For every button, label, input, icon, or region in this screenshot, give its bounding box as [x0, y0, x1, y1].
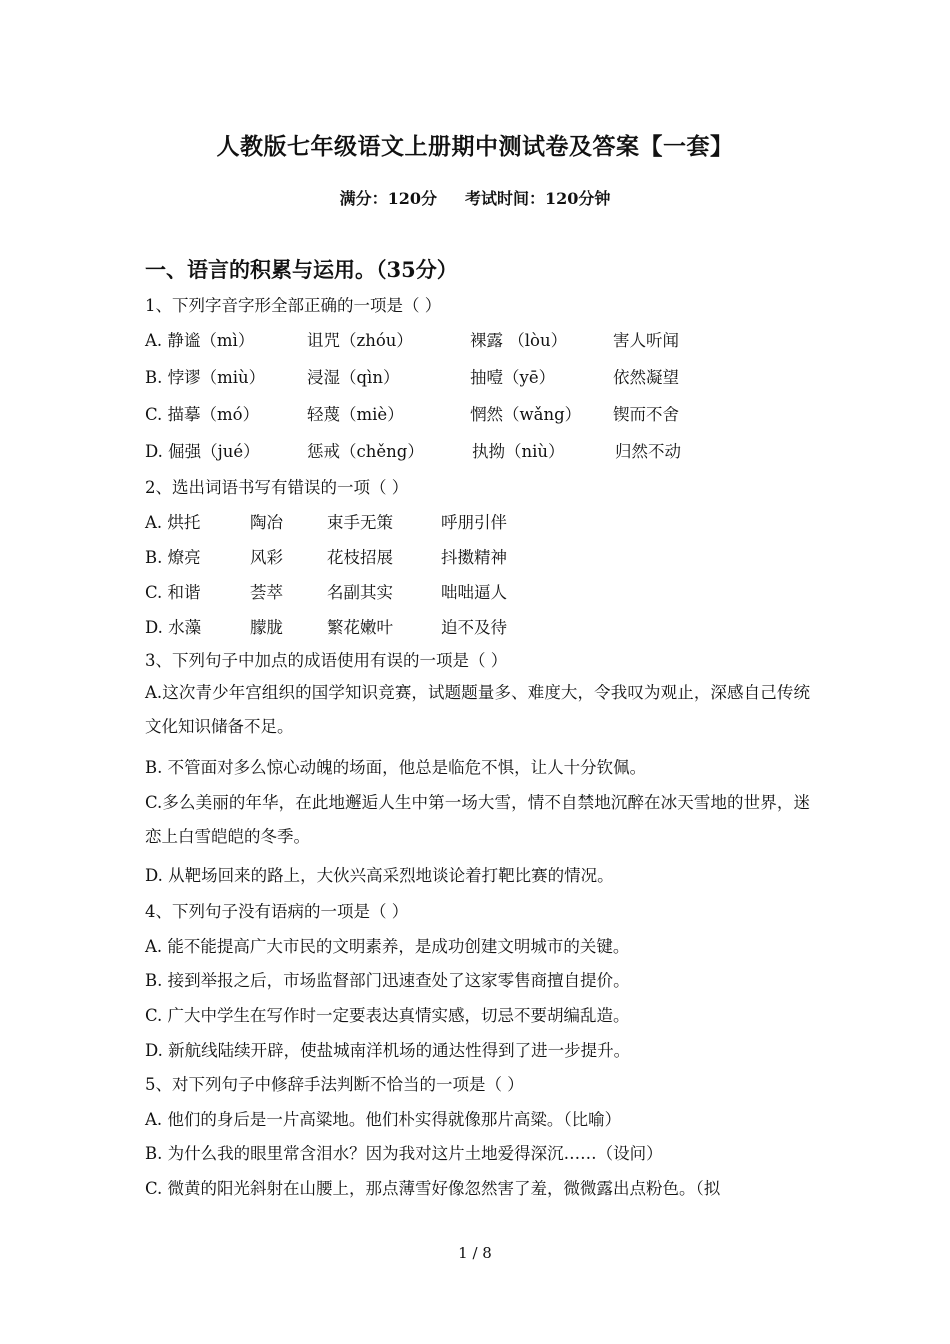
- question-5-stem: 5、对下列句子中修辞手法判断不恰当的一项是（ ）: [145, 1075, 524, 1094]
- q2-option-a-word4: 呼朋引伴: [441, 513, 507, 532]
- q2-option-d-word2: 朦胧: [250, 618, 283, 637]
- q2-option-b-word2: 风彩: [250, 548, 283, 567]
- exam-info: [0, 186, 950, 209]
- q2-option-d-word4: 迫不及待: [441, 618, 507, 637]
- question-1-stem: 1、下列字音字形全部正确的一项是（ ）: [145, 296, 442, 315]
- q1-option-a-word1: A. 静谧（mì）: [145, 331, 255, 350]
- q1-option-b-word2: 浸湿（qìn）: [307, 368, 400, 387]
- q1-option-d-word1: D. 倔强（jué）: [145, 442, 260, 461]
- q3-option-d: D. 从靶场回来的路上，大伙兴高采烈地谈论着打靶比赛的情况。: [145, 866, 614, 885]
- score-info: 满分：120分: [339, 189, 437, 208]
- page-title: 人教版七年级语文上册期中测试卷及答案【一套】: [216, 133, 734, 160]
- q1-option-d-word4: 归然不动: [615, 442, 681, 461]
- question-4-stem: 4、下列句子没有语病的一项是（ ）: [145, 902, 409, 921]
- q1-option-a-word2: 诅咒（zhóu）: [307, 331, 413, 350]
- q1-option-c-word2: 轻蔑（miè）: [307, 405, 404, 424]
- q1-option-d-word2: 惩戒（chěng）: [307, 442, 424, 461]
- q4-option-c: C. 广大中学生在写作时一定要表达真情实感，切忌不要胡编乱造。: [145, 1006, 630, 1025]
- q2-option-a-word3: 束手无策: [327, 513, 393, 532]
- q2-option-d-word3: 繁花嫩叶: [327, 618, 393, 637]
- q1-option-a-word3: 裸露 （lòu）: [470, 331, 568, 350]
- q1-option-c-word1: C. 描摹（mó）: [145, 405, 260, 424]
- q4-option-a: A. 能不能提高广大市民的文明素养，是成功创建文明城市的关键。: [145, 937, 630, 956]
- q5-option-c: C. 微黄的阳光斜射在山腰上，那点薄雪好像忽然害了羞，微微露出点粉色。（拟: [145, 1179, 721, 1198]
- q5-option-a: A. 他们的身后是一片高粱地。他们朴实得就像那片高粱。（比喻）: [145, 1110, 622, 1129]
- q2-option-c-word3: 名副其实: [327, 583, 393, 602]
- q2-option-a-word2: 陶冶: [250, 513, 283, 532]
- q2-option-c-word2: 荟萃: [250, 583, 283, 602]
- q3-option-c: C.多么美丽的年华，在此地邂逅人生中第一场大雪，情不自禁地沉醉在冰天雪地的世界，迷恋上白雪皑皑的冬季。: [145, 793, 810, 846]
- question-3-stem: 3、下列句子中加点的成语使用有误的一项是（ ）: [145, 651, 508, 670]
- q1-option-b-word4: 依然凝望: [613, 368, 679, 387]
- question-2-stem: 2、选出词语书写有错误的一项（ ）: [145, 478, 409, 497]
- q2-option-b-word4: 抖擞精神: [441, 548, 507, 567]
- q1-option-b-word1: B. 悖谬（miù）: [145, 368, 266, 387]
- q5-option-b: B. 为什么我的眼里常含泪水？因为我对这片土地爱得深沉……（设问）: [145, 1144, 663, 1163]
- section-heading: 一、语言的积累与运用。（35分）: [145, 257, 458, 282]
- time-info: 考试时间：120分钟: [465, 189, 611, 208]
- q4-option-d: D. 新航线陆续开辟，使盐城南洋机场的通达性得到了进一步提升。: [145, 1041, 631, 1060]
- q2-option-b-word1: B. 燎亮: [145, 548, 201, 567]
- q2-option-c-word1: C. 和谐: [145, 583, 201, 602]
- q1-option-b-word3: 抽噎（yē）: [470, 368, 556, 387]
- q3-option-a: A.这次青少年宫组织的国学知识竞赛，试题题量多、难度大，令我叹为观止，深感自己传统文化知识储备不足。: [145, 683, 810, 736]
- q2-option-b-word3: 花枝招展: [327, 548, 393, 567]
- q3-option-b: B. 不管面对多么惊心动魄的场面，他总是临危不惧，让人十分钦佩。: [145, 758, 647, 777]
- q1-option-c-word4: 锲而不舍: [613, 405, 679, 424]
- q2-option-a-word1: A. 烘托: [145, 513, 201, 532]
- q1-option-d-word3: 执拗（niù）: [472, 442, 565, 461]
- q1-option-c-word3: 惘然（wǎng）: [470, 405, 582, 424]
- q2-option-d-word1: D. 水藻: [145, 618, 202, 637]
- q1-option-a-word4: 害人听闻: [613, 331, 679, 350]
- q4-option-b: B. 接到举报之后，市场监督部门迅速查处了这家零售商擅自提价。: [145, 971, 630, 990]
- q2-option-c-word4: 咄咄逼人: [441, 583, 507, 602]
- page-number: 1 / 8: [458, 1244, 492, 1262]
